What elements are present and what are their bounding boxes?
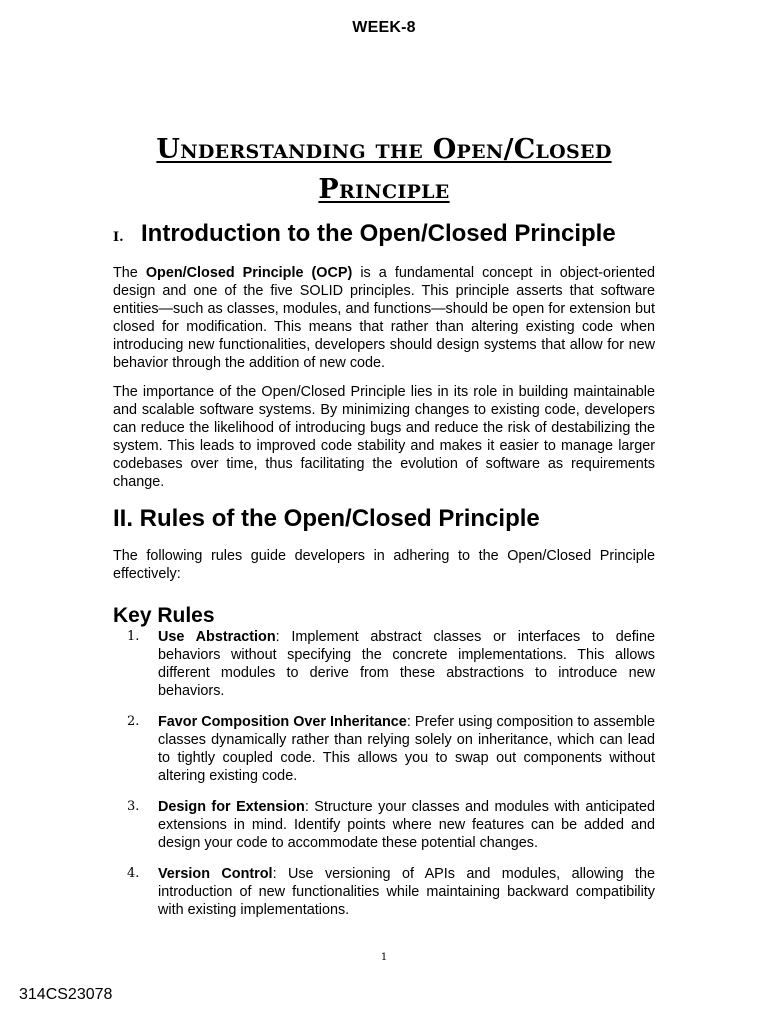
rule-text: : Use versioning of APIs and modules, allowing the introduction of new functionalities while maintaining backward compatibility with existing implementations. bbox=[158, 866, 655, 918]
rule-number: 3. bbox=[127, 799, 140, 814]
section-1-number: I. bbox=[113, 230, 124, 245]
section-2-intro: The following rules guide developers in adhering to the Open/Closed Principle effectively: bbox=[113, 548, 655, 582]
page-title-line-2: Principle bbox=[318, 174, 450, 205]
para1-post: is a fundamental concept in object-oriented design and one of the five SOLID principles. This principle asserts that software entities—such as classes, modules, and functions—should be open for extension but closed for modification. This means that rather than altering existing code when introducing new functionalities, developers should design systems that allow for new behavior through the addition of new code. bbox=[113, 265, 656, 371]
rule-text: : Structure your classes and modules with anticipated extensions in mind. Identify points where new features can be added and design your code to accommodate these potential changes. bbox=[158, 799, 655, 851]
page-title bbox=[100, 130, 668, 210]
section-1-heading bbox=[113, 218, 655, 254]
section-2-heading: II. Rules of the Open/Closed Principle bbox=[113, 505, 540, 532]
section-1-paragraph-1 bbox=[113, 264, 655, 372]
rule-title: Design for Extension bbox=[158, 799, 305, 815]
list-item bbox=[113, 628, 655, 700]
rule-text: : Implement abstract classes or interfaces to define behaviors without specifying the concrete implementations. This allows different modules to derive from these abstractions to introduce new behaviors. bbox=[158, 629, 655, 699]
student-id: 314CS23078 bbox=[19, 986, 113, 1003]
list-item bbox=[113, 798, 655, 852]
list-item bbox=[113, 865, 655, 919]
page-title-line-1: Understanding the Open/Closed bbox=[156, 134, 612, 165]
rule-text: : Prefer using composition to assemble classes dynamically rather than relying solely on inheritance, which can lead to tightly coupled code. This allows you to swap out components without altering existing code. bbox=[158, 714, 655, 784]
rule-number: 2. bbox=[127, 714, 140, 729]
rule-title: Version Control bbox=[158, 866, 273, 882]
rule-title: Favor Composition Over Inheritance bbox=[158, 714, 407, 730]
document-body bbox=[113, 218, 655, 932]
para1-pre: The bbox=[113, 265, 146, 281]
section-1-title: Introduction to the Open/Closed Principle bbox=[141, 220, 616, 247]
rule-number: 4. bbox=[127, 866, 140, 881]
rule-number: 1. bbox=[127, 629, 140, 644]
list-item bbox=[113, 713, 655, 785]
section-1-paragraph-2: The importance of the Open/Closed Principle lies in its role in building maintainable and scalable software systems. By minimizing changes to existing code, developers can reduce the likelihood of introducing bugs and reduce the risk of destabilizing the system. This leads to improved code stability and makes it easier to manage larger codebases over time, thus facilitating the evolution of software as requirements change. bbox=[113, 384, 655, 490]
key-rules-heading: Key Rules bbox=[113, 604, 215, 627]
page-number: 1 bbox=[380, 952, 388, 963]
para1-bold-term: Open/Closed Principle (OCP) bbox=[145, 265, 353, 281]
rule-title: Use Abstraction bbox=[158, 629, 276, 645]
rules-list bbox=[113, 628, 655, 919]
week-label: WEEK-8 bbox=[352, 19, 416, 36]
